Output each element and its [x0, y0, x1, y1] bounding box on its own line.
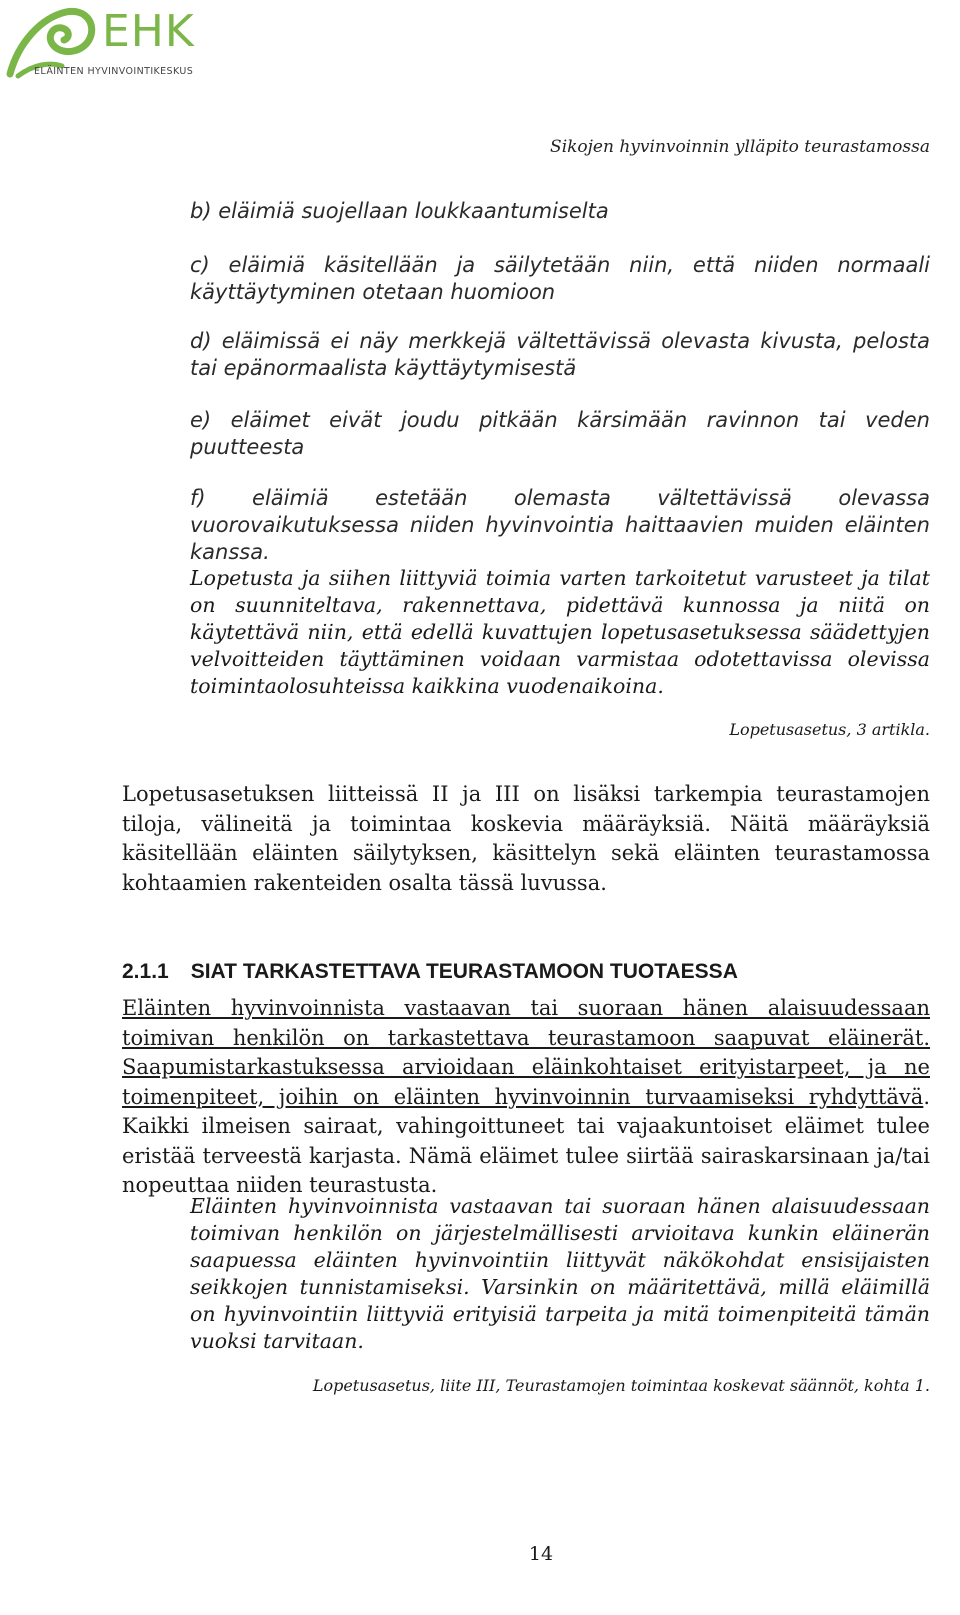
list-item: d) eläimissä ei näy merkkejä vältettävissä olevasta kivusta, pelosta tai epänormaalista käyttäytymisestä	[190, 329, 930, 380]
quote-citation: Lopetusasetus, 3 artikla.	[729, 720, 930, 739]
legal-quote: Lopetusta ja siihen liittyviä toimia varten tarkoitetut varusteet ja tilat on suunniteltava, rakennettava, pidettävä kunnossa ja niitä on käytettävä niin, että edellä kuvattujen lopetusasetuksessa säädettyjen velvoitteiden täyttäminen voidaan varmistaa odotettavissa olevissa toimintaolosuhteissa kaikkina vuodenaikoina.	[190, 566, 930, 698]
body-paragraph: Lopetusasetuksen liitteissä II ja III on lisäksi tarkempia teurastamojen tiloja, välineitä ja toimintaa koskevia määräyksiä. Näitä määräyksiä käsitellään eläinten säilytyksen, käsittelyn sekä eläinten teurastamossa kohtaamien rakenteiden osalta tässä luvussa.	[122, 782, 930, 895]
legal-quote: Eläinten hyvinvoinnista vastaavan tai suoraan hänen alaisuudessaan toimivan henkilön on järjestelmällisesti arvioitava kunkin eläinerän saapuessa eläinten hyvinvointiin liittyvät näkökohdat ensisijaisten seikkojen tunnistamiseksi. Varsinkin on määritettävä, millä eläimillä on hyvinvointiin liittyviä erityisiä tarpeita ja mitä toimenpiteitä tämän vuoksi tarvitaan.	[190, 1194, 930, 1353]
quote-citation: Lopetusasetus, liite III, Teurastamojen toimintaa koskevat säännöt, kohta 1.	[312, 1376, 930, 1395]
page-number: 14	[528, 1543, 554, 1565]
list-item: f) eläimiä estetään olemasta vältettävissä olevassa vuorovaikutuksessa niiden hyvinvointia haittaavien muiden eläinten kanssa.	[190, 486, 930, 564]
ehk-logo	[4, 4, 234, 80]
list-item: b) eläimiä suojellaan loukkaantumiselta	[190, 199, 609, 223]
logo-subtitle: ELÄINTEN HYVINVOINTIKESKUS	[34, 66, 194, 77]
list-item: e) eläimet eivät joudu pitkään kärsimään ravinnon tai veden puutteesta	[190, 408, 930, 459]
running-header: Sikojen hyvinvoinnin ylläpito teurastamossa	[550, 137, 930, 157]
section-heading	[122, 960, 738, 984]
paragraph-text: . Kaikki ilmeisen sairaat, vahingoittuneet tai vajaakuntoiset eläimet tulee eristää terveestä karjasta. Nämä eläimet tulee siirtää sairaskarsinaan ja/tai nopeuttaa niiden teurastusta.	[122, 1084, 930, 1197]
list-item: c) eläimiä käsitellään ja säilytetään niin, että niiden normaali käyttäytyminen otetaan huomioon	[190, 253, 930, 304]
body-paragraph	[122, 994, 930, 1201]
logo-wordmark: EHK	[102, 6, 195, 57]
section-title: SIAT TARKASTETTAVA TEURASTAMOON TUOTAESSA	[190, 960, 738, 983]
underlined-text: Eläinten hyvinvoinnista vastaavan tai suoraan hänen alaisuudessaan toimivan henkilön on tarkastettava teurastamoon saapuvat eläinerät. Saapumistarkastuksessa arvioidaan eläinkohtaiset erityistarpeet, ja ne toimenpiteet, joihin on eläinten hyvinvoinnin turvaamiseksi ryhdyttävä	[122, 996, 930, 1109]
section-number: 2.1.1	[122, 960, 169, 983]
